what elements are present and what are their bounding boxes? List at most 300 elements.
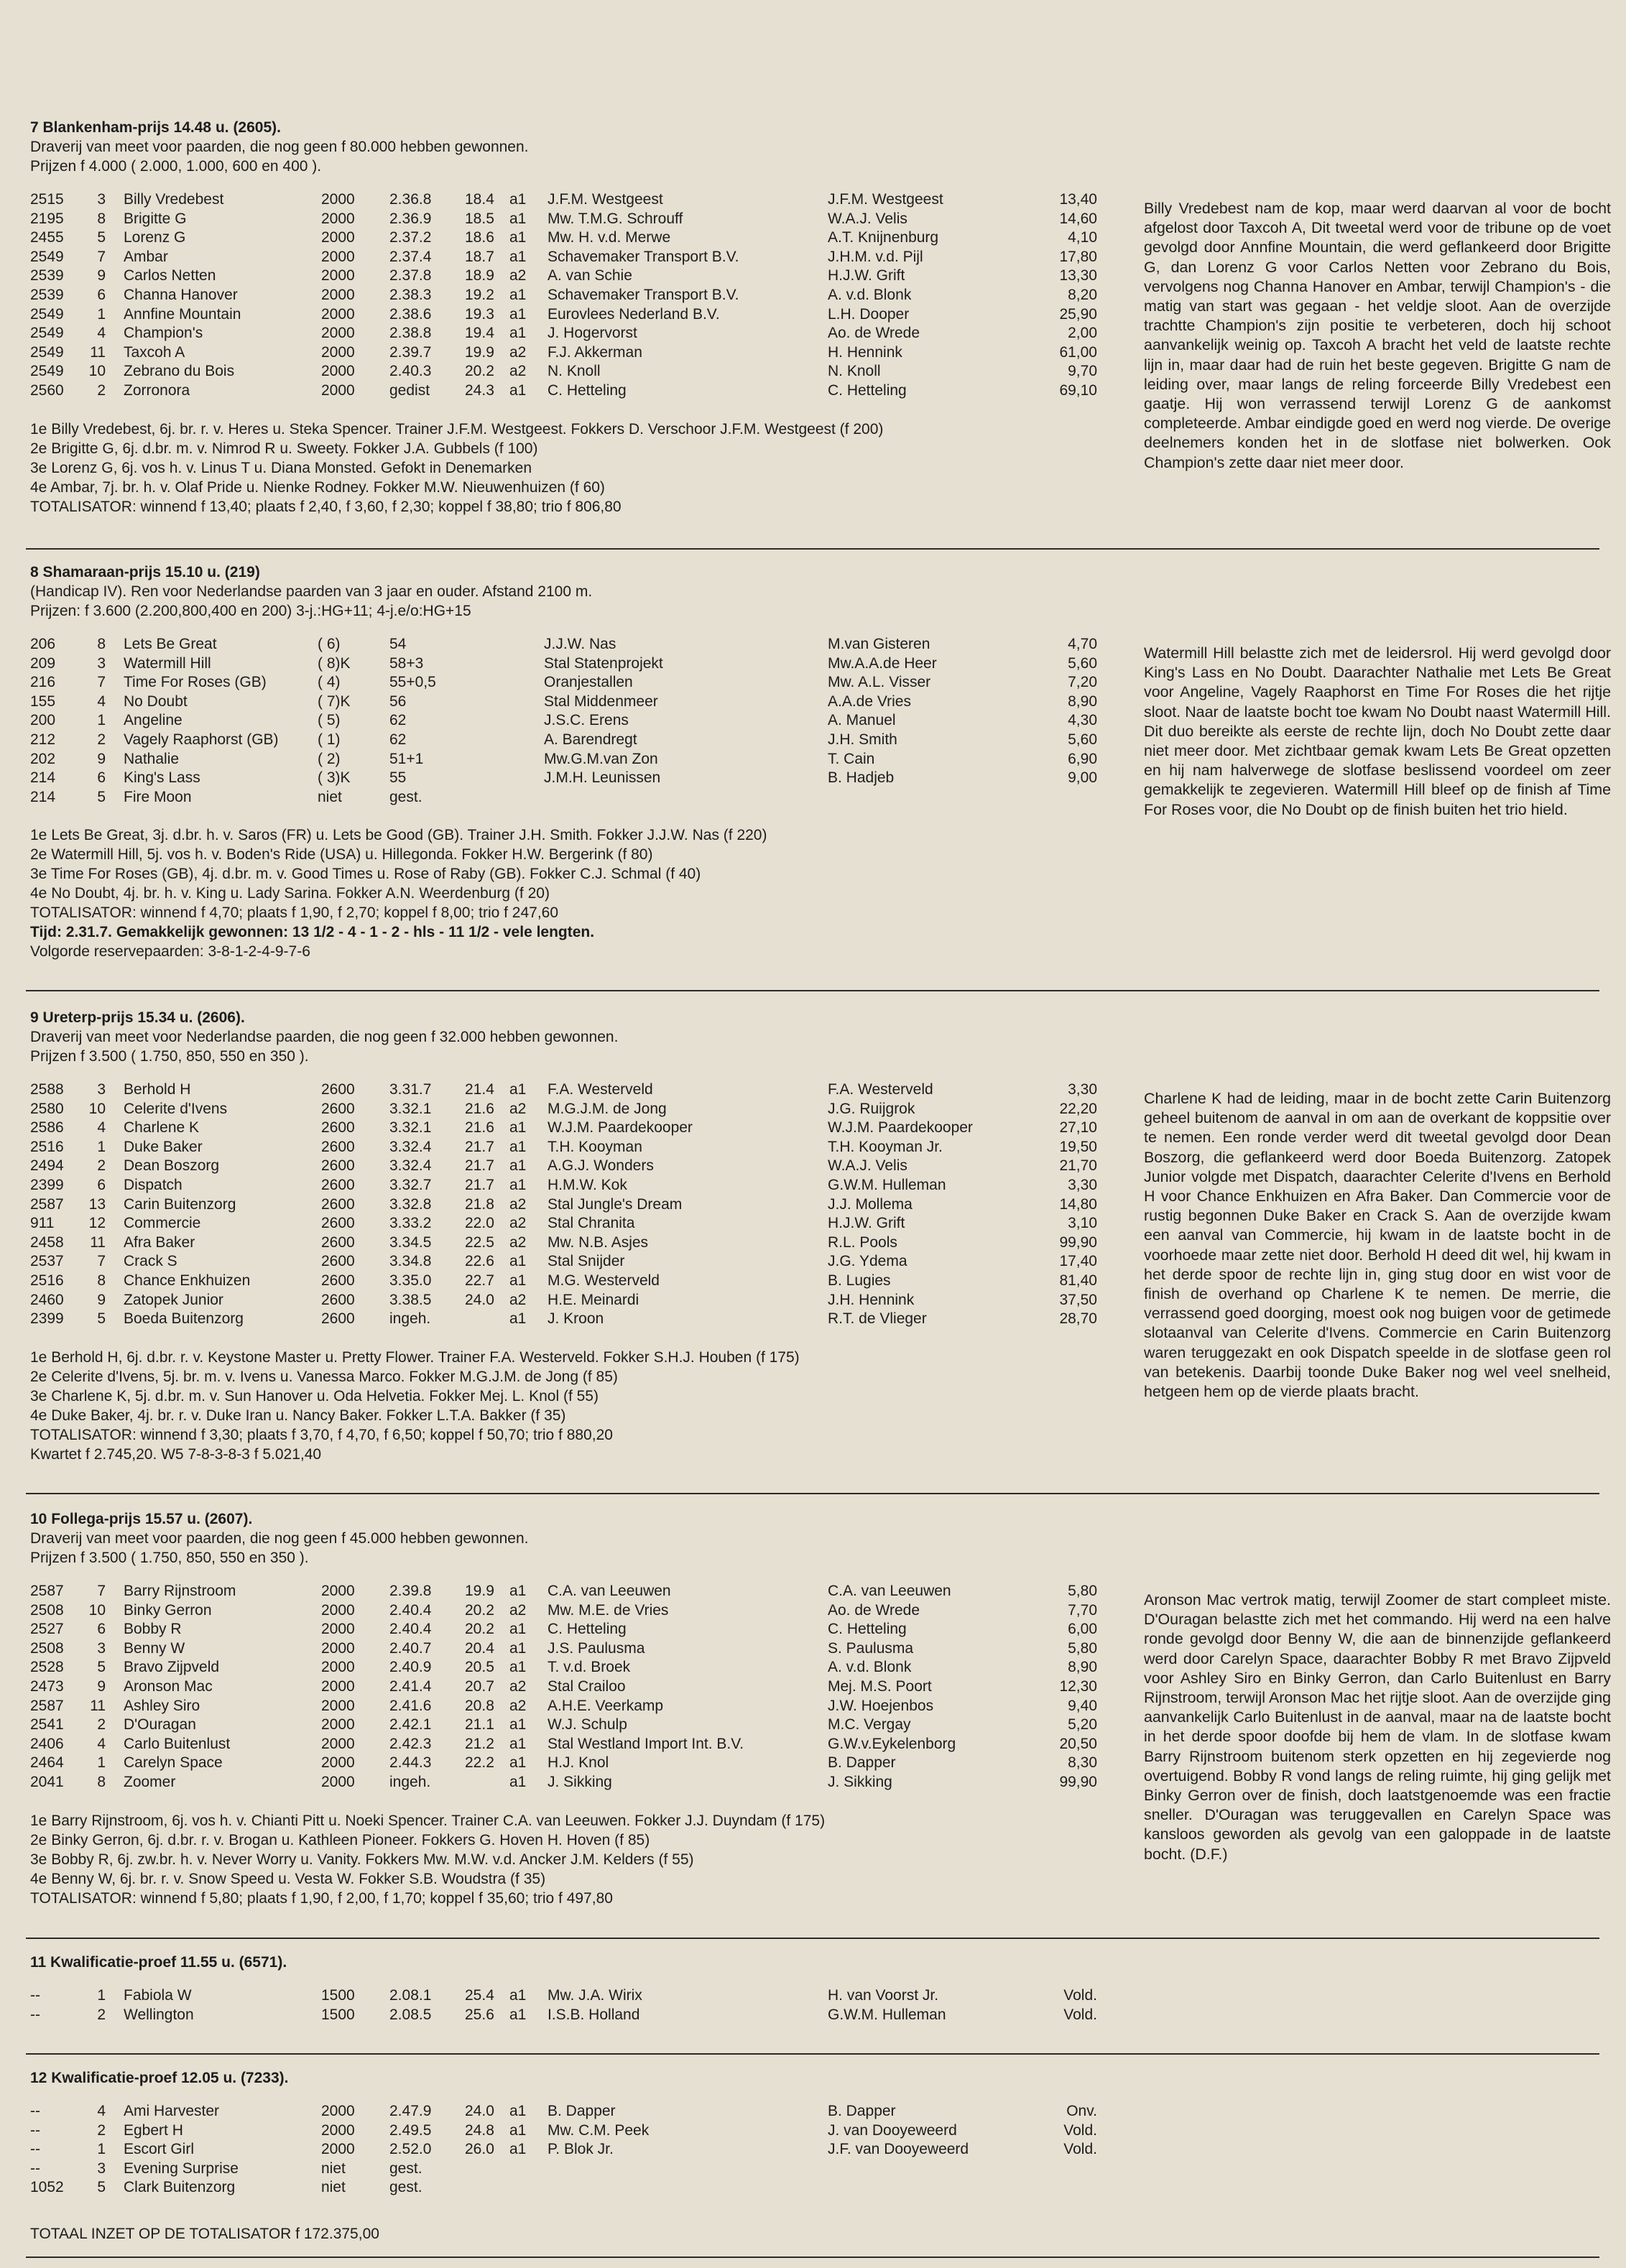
race-prizes: Prijzen: f 3.600 (2.200,800,400 en 200) 3-j.:HG+11; 4-j.e/o:HG+15 (30, 603, 471, 619)
cell-driver: L.H. Dooper (828, 305, 910, 323)
cell-driver: Ao. de Wrede (828, 1601, 920, 1619)
table-row (30, 2160, 1597, 2179)
cell-start: a1 (509, 1621, 527, 1638)
cell-dist: niet (318, 788, 342, 805)
cell-driver: G.W.M. Hulleman (828, 1176, 946, 1193)
cell-driver: N. Knoll (828, 363, 881, 380)
footer-line: TOTALISATOR: winnend f 4,70; plaats f 1,90, f 2,70; koppel f 8,00; trio f 247,60 (30, 904, 559, 922)
cell-start: a1 (509, 325, 527, 342)
cell-horse: Zoomer (124, 1773, 176, 1790)
cell-nr: 11 (90, 1697, 106, 1714)
cell-dist: 2000 (321, 1735, 355, 1752)
cell-odds: 21,70 (1059, 1157, 1097, 1175)
cell-horse: Nathalie (124, 750, 180, 767)
cell-km: 18.5 (465, 210, 494, 227)
cell-km: 24.0 (465, 2103, 494, 2119)
cell-horse: Dispatch (124, 1176, 183, 1193)
cell-horse: Annfine Mountain (124, 305, 241, 323)
footer-line: 3e Bobby R, 6j. zw.br. h. v. Never Worry u. Vanity. Fokkers Mw. M.W. v.d. Ancker J.M. Kelders (f 55) (30, 1851, 694, 1868)
cell-time: 2.38.6 (389, 305, 432, 323)
cell-n: 2541 (30, 1716, 64, 1734)
cell-dist: ( 7)K (318, 693, 351, 710)
cell-dist: 2000 (321, 325, 355, 342)
footer-line: 1e Barry Rijnstroom, 6j. vos h. v. Chianti Pitt u. Noeki Spencer. Trainer C.A. van Leeuwen. Fokker J.J. Duyndam (f 175) (30, 1812, 826, 1829)
cell-horse: Fire Moon (124, 788, 192, 805)
cell-driver: H. Hennink (828, 343, 902, 361)
cell-dist: niet (321, 2160, 346, 2177)
cell-nr: 6 (97, 1176, 106, 1193)
cell-n: 2527 (30, 1621, 64, 1638)
cell-dist: 2000 (321, 1773, 355, 1790)
cell-odds: 5,60 (1068, 731, 1097, 748)
cell-start: a1 (509, 2006, 527, 2023)
cell-dist: 2000 (321, 191, 355, 208)
cell-start: a1 (509, 1659, 527, 1676)
cell-driver: R.L. Pools (828, 1233, 897, 1251)
cell-time: 55+0,5 (389, 674, 436, 691)
cell-nr: 4 (97, 1119, 106, 1137)
cell-owner: H.E. Meinardi (548, 1291, 639, 1308)
cell-n: 2549 (30, 248, 64, 265)
cell-time: 2.44.3 (389, 1754, 432, 1772)
cell-time: 3.32.1 (389, 1119, 432, 1137)
cell-n: 2539 (30, 286, 64, 303)
footer-line: 4e Duke Baker, 4j. br. r. v. Duke Iran u. Nancy Baker. Fokker L.T.A. Bakker (f 35) (30, 1407, 566, 1424)
cell-horse: Brigitte G (124, 210, 187, 227)
cell-odds: 22,20 (1059, 1100, 1097, 1117)
divider (26, 990, 1599, 991)
cell-time: 2.49.5 (389, 2121, 432, 2139)
cell-start: a2 (509, 1195, 527, 1213)
cell-n: 911 (30, 1215, 55, 1232)
cell-time: 2.40.4 (389, 1601, 432, 1619)
cell-n: 2399 (30, 1176, 64, 1193)
cell-dist: 2600 (321, 1291, 355, 1308)
cell-horse: Ami Harvester (124, 2103, 220, 2119)
cell-n: 212 (30, 731, 56, 748)
total-stake: TOTAAL INZET OP DE TOTALISATOR f 172.375,00 (30, 2226, 379, 2242)
divider (26, 2053, 1599, 2055)
cell-start: a1 (509, 2121, 527, 2139)
cell-nr: 2 (97, 1716, 106, 1734)
cell-driver: J.G. Ruijgrok (828, 1100, 915, 1117)
cell-horse: Evening Surprise (124, 2160, 239, 2177)
cell-odds: 25,90 (1059, 305, 1097, 323)
cell-owner: H.J. Knol (548, 1754, 609, 1772)
footer-line: Volgorde reservepaarden: 3-8-1-2-4-9-7-6 (30, 943, 310, 961)
cell-time: 2.37.2 (389, 229, 432, 246)
cell-nr: 8 (97, 1773, 106, 1790)
cell-odds: 99,90 (1059, 1233, 1097, 1251)
cell-horse: Champion's (124, 325, 203, 342)
cell-nr: 5 (97, 1310, 106, 1328)
race-11 (30, 1953, 1597, 2024)
cell-n: 2041 (30, 1773, 64, 1790)
cell-nr: 2 (97, 381, 106, 399)
cell-owner: N. Knoll (548, 363, 601, 380)
cell-driver: H. van Voorst Jr. (828, 1987, 939, 2004)
totalisator-total (30, 2224, 1597, 2244)
cell-nr: 3 (97, 1081, 106, 1098)
cell-odds: 2,00 (1068, 325, 1097, 342)
cell-start: a2 (509, 1233, 527, 1251)
cell-km: 22.7 (465, 1272, 494, 1289)
cell-dist: 1500 (321, 2006, 355, 2023)
cell-start: a1 (509, 1987, 527, 2004)
cell-dist: 2000 (321, 1754, 355, 1772)
race-title: 8 Shamaraan-prijs 15.10 u. (219) (30, 564, 260, 580)
cell-start: a1 (509, 1157, 527, 1175)
cell-n: 2508 (30, 1601, 64, 1619)
cell-km: 24.3 (465, 381, 494, 399)
cell-driver: C. Hetteling (828, 1621, 907, 1638)
cell-n: 2587 (30, 1195, 64, 1213)
cell-dist: 2000 (321, 210, 355, 227)
cell-dist: 2600 (321, 1100, 355, 1117)
cell-start: a2 (509, 1215, 527, 1232)
cell-dist: 2600 (321, 1081, 355, 1098)
cell-start: a1 (509, 191, 527, 208)
cell-driver: R.T. de Vlieger (828, 1310, 927, 1328)
cell-dist: ( 6) (318, 636, 341, 652)
cell-driver: J.F.M. Westgeest (828, 191, 943, 208)
cell-owner: C. Hetteling (548, 1621, 627, 1638)
cell-time: 2.47.9 (389, 2103, 432, 2119)
cell-km: 20.8 (465, 1697, 494, 1714)
cell-dist: 2600 (321, 1215, 355, 1232)
cell-start: a1 (509, 2103, 527, 2119)
cell-dist: niet (321, 2179, 346, 2196)
cell-km: 24.0 (465, 1291, 494, 1308)
cell-n: -- (30, 2103, 40, 2119)
cell-horse: Fabiola W (124, 1987, 192, 2004)
cell-horse: Barry Rijnstroom (124, 1583, 236, 1599)
cell-n: -- (30, 2141, 40, 2158)
cell-owner: Eurovlees Nederland B.V. (548, 305, 720, 323)
cell-n: 2549 (30, 325, 64, 342)
cell-n: 2473 (30, 1677, 64, 1695)
cell-nr: 13 (88, 1195, 106, 1213)
cell-n: 2515 (30, 191, 64, 208)
cell-odds: 99,90 (1059, 1773, 1097, 1790)
cell-owner: Stal Chranita (548, 1215, 635, 1232)
cell-n: -- (30, 2121, 40, 2139)
cell-driver: W.J.M. Paardekooper (828, 1119, 973, 1137)
cell-owner: W.J.M. Paardekooper (548, 1119, 693, 1137)
cell-nr: 8 (97, 1272, 106, 1289)
cell-time: gest. (389, 2160, 422, 2177)
cell-nr: 2 (97, 731, 106, 748)
cell-time: 3.32.4 (389, 1138, 432, 1155)
cell-dist: 2600 (321, 1176, 355, 1193)
cell-horse: Watermill Hill (124, 654, 211, 672)
cell-time: 3.38.5 (389, 1291, 432, 1308)
cell-start: a1 (509, 1754, 527, 1772)
table-row (30, 2121, 1597, 2141)
cell-owner: Stal Snijder (548, 1253, 625, 1270)
cell-dist: 2000 (321, 1659, 355, 1676)
cell-odds: 9,40 (1068, 1697, 1097, 1714)
cell-dist: 2000 (321, 1716, 355, 1734)
cell-odds: 17,80 (1059, 248, 1097, 265)
cell-odds: 4,30 (1068, 712, 1097, 729)
race-prizes: Prijzen f 4.000 ( 2.000, 1.000, 600 en 400 ). (30, 158, 322, 175)
cell-driver: G.W.v.Eykelenborg (828, 1735, 956, 1752)
cell-start: a1 (509, 1773, 527, 1790)
cell-km: 18.6 (465, 229, 494, 246)
table-row (30, 2140, 1597, 2160)
cell-start: a2 (509, 363, 527, 380)
footer-line: TOTALISATOR: winnend f 3,30; plaats f 3,70, f 4,70, f 6,50; koppel f 50,70; trio f 880,20 (30, 1426, 613, 1443)
cell-nr: 9 (97, 750, 106, 767)
cell-nr: 5 (97, 788, 106, 805)
cell-odds: Vold. (1063, 2141, 1097, 2158)
cell-n: 214 (30, 769, 56, 787)
race-10 (30, 1509, 1611, 1908)
cell-horse: Berhold H (124, 1081, 191, 1098)
cell-nr: 3 (97, 654, 106, 672)
cell-owner: A.H.E. Veerkamp (548, 1697, 664, 1714)
cell-driver: B. Dapper (828, 2103, 896, 2119)
cell-odds: 7,70 (1068, 1601, 1097, 1619)
cell-nr: 9 (97, 267, 106, 284)
cell-time: 54 (389, 636, 407, 652)
race-commentary: Aronson Mac vertrok matig, terwijl Zoomer de start compleet miste. D'Ouragan belastte zich met het commando. Hij werd na een halve ronde gevolgd door Benny W, die aan de binnenzijde geflankeerd werd door Carelyn Space, daarachter Bobby R met Bravo Zijpveld voor Ashley Siro en Binky Gerron, dan Carlo Buitenlust en Barry Rijnstroom, terwijl Aronson Mac het rijtje sloot. Aan de overzijde ging aanvankelijk Carlo Buitenlust in de aanval, maar na de laatste bocht in het derde spoor doofde bij hem de vlam. In de slotfase kwam Barry Rijnstroom buitenom sterk opzetten en hij zegevierde nog overtuigend. Bobby R vond langs de reling ruimte, hij ging gelijk met Binky Gerron over de finish, doch laatstgenoemde was een fractie sneller. D'Ouragan was teruggevallen en Carelyn Space was kansloos geworden als gevolg van een galoppade in de laatste bocht. (D.F.) (1144, 1591, 1611, 1863)
cell-time: 2.52.0 (389, 2141, 432, 2158)
cell-driver: A. v.d. Blonk (828, 1659, 912, 1676)
cell-owner: C.A. van Leeuwen (548, 1583, 671, 1599)
cell-dist: 2000 (321, 305, 355, 323)
cell-nr: 3 (97, 191, 106, 208)
cell-start: a1 (509, 210, 527, 227)
cell-owner: J.M.H. Leunissen (544, 769, 661, 787)
cell-driver: C.A. van Leeuwen (828, 1583, 951, 1599)
cell-time: 2.39.8 (389, 1583, 432, 1599)
race-8 (30, 563, 1611, 961)
footer-line: TOTALISATOR: winnend f 13,40; plaats f 2,40, f 3,60, f 2,30; koppel f 38,80; trio f 806,80 (30, 498, 622, 515)
cell-horse: Charlene K (124, 1119, 200, 1137)
cell-owner: Schavemaker Transport B.V. (548, 248, 739, 265)
cell-driver: H.J.W. Grift (828, 267, 905, 284)
cell-horse: D'Ouragan (124, 1716, 196, 1734)
cell-n: 200 (30, 712, 56, 729)
cell-km: 21.8 (465, 1195, 494, 1213)
footer-line: 3e Charlene K, 5j. d.br. m. v. Sun Hanover u. Oda Helvetia. Fokker Mej. L. Knol (f 55) (30, 1387, 599, 1404)
cell-nr: 7 (97, 1253, 106, 1270)
cell-start: a1 (509, 286, 527, 303)
cell-dist: 2000 (321, 248, 355, 265)
cell-dist: ( 2) (318, 750, 341, 767)
cell-km: 24.8 (465, 2121, 494, 2139)
cell-driver: B. Dapper (828, 1754, 896, 1772)
cell-time: 3.32.4 (389, 1157, 432, 1175)
cell-km: 21.1 (465, 1716, 494, 1734)
cell-n: 2586 (30, 1119, 64, 1137)
footer-line: 2e Brigitte G, 6j. d.br. m. v. Nimrod R u. Sweety. Fokker J.A. Gubbels (f 100) (30, 440, 538, 457)
cell-start: a1 (509, 1735, 527, 1752)
cell-owner: J. Sikking (548, 1773, 612, 1790)
cell-horse: Chance Enkhuizen (124, 1272, 251, 1289)
cell-time: 58+3 (389, 654, 424, 672)
cell-start: a1 (509, 381, 527, 399)
cell-n: 2508 (30, 1639, 64, 1657)
cell-odds: 3,30 (1068, 1081, 1097, 1098)
cell-start: a2 (509, 267, 527, 284)
cell-owner: Mw. M.E. de Vries (548, 1601, 669, 1619)
cell-nr: 6 (97, 1621, 106, 1638)
cell-time: 2.42.3 (389, 1735, 432, 1752)
cell-horse: Billy Vredebest (124, 191, 224, 208)
cell-horse: Egbert H (124, 2121, 183, 2139)
cell-time: ingeh. (389, 1773, 431, 1790)
cell-driver: Mw.A.A.de Heer (828, 654, 937, 672)
cell-n: 206 (30, 636, 56, 652)
cell-n: -- (30, 1987, 40, 2004)
cell-nr: 8 (97, 636, 106, 652)
cell-start: a2 (509, 343, 527, 361)
cell-driver: J.F. van Dooyeweerd (828, 2141, 969, 2158)
cell-owner: Mw. H. v.d. Merwe (548, 229, 671, 246)
cell-driver: C. Hetteling (828, 381, 907, 399)
cell-km: 20.2 (465, 1601, 494, 1619)
cell-nr: 1 (97, 712, 106, 729)
cell-time: 56 (389, 693, 407, 710)
cell-n: 2580 (30, 1100, 64, 1117)
cell-n: 2528 (30, 1659, 64, 1676)
table-row (30, 2102, 1597, 2121)
cell-time: 2.38.3 (389, 286, 432, 303)
cell-odds: 5,60 (1068, 654, 1097, 672)
cell-odds: 81,40 (1059, 1272, 1097, 1289)
cell-km: 18.9 (465, 267, 494, 284)
cell-odds: 37,50 (1059, 1291, 1097, 1308)
footer-line: 4e Ambar, 7j. br. h. v. Olaf Pride u. Nienke Rodney. Fokker M.W. Nieuwenhuizen (f 60) (30, 478, 605, 496)
cell-driver: J.G. Ydema (828, 1253, 907, 1270)
cell-time: 2.39.7 (389, 343, 432, 361)
cell-owner: P. Blok Jr. (548, 2141, 614, 2158)
cell-n: 2516 (30, 1272, 64, 1289)
cell-dist: ( 3)K (318, 769, 351, 787)
race-commentary: Charlene K had de leiding, maar in de bocht zette Carin Buitenzorg geheel buitenom de aanval in om aan de overkant de koppsitie over te nemen. Een ronde verder werd dit tweetal gevolgd door Dean Boszorg, die geflankeerd werd door Boeda Buitenzorg. Zatopek Junior volgde met Dispatch, daarachter Celerite d'Ivens en Berhold H voor Chance Enkhuizen en Afra Baker. Dan Commercie voor de rustig begonnen Duke Baker en Crack S. Aan de overzijde kwam een aanval van Commercie, hij kwam in de laatste bocht in de voorhoede maar zette niet door. Berhold H deed dit wel, hij kwam in het derde spoor de rechte lijn in, ging stug door en wist voor de finish de overhand op Charlene K te nemen. De merrie, die verrassend goed doorging, moest ook nog buigen voor de getimede slotaanval van Celerite d'Ivens. Commercie en Carin Buitenzorg waren teruggezakt en ook Dispatch speelde in de slotfase geen rol van betekenis. Daarbij toonde Duke Baker nog wel veel snelheid, hetgeen hem op de vierde plaats bracht. (1144, 1090, 1611, 1401)
cell-km: 19.3 (465, 305, 494, 323)
cell-odds: 14,60 (1059, 210, 1097, 227)
cell-start: a1 (509, 305, 527, 323)
cell-dist: 2000 (321, 1583, 355, 1599)
cell-driver: T.H. Kooyman Jr. (828, 1138, 943, 1155)
cell-n: 2549 (30, 305, 64, 323)
cell-time: 2.40.4 (389, 1621, 432, 1638)
cell-start: a2 (509, 1697, 527, 1714)
cell-odds: 19,50 (1059, 1138, 1097, 1155)
cell-time: 2.37.4 (389, 248, 432, 265)
cell-owner: Mw. J.A. Wirix (548, 1987, 642, 2004)
cell-time: 2.36.9 (389, 210, 432, 227)
cell-horse: Vagely Raaphorst (GB) (124, 731, 279, 748)
divider (26, 1493, 1599, 1494)
cell-owner: J.S. Paulusma (548, 1639, 645, 1657)
cell-nr: 12 (88, 1215, 106, 1232)
cell-driver: S. Paulusma (828, 1639, 914, 1657)
cell-horse: Carlos Netten (124, 267, 216, 284)
cell-owner: A.G.J. Wonders (548, 1157, 654, 1175)
cell-driver: F.A. Westerveld (828, 1081, 933, 1098)
cell-time: 2.41.6 (389, 1697, 432, 1714)
cell-time: 3.32.8 (389, 1195, 432, 1213)
footer-line: 1e Berhold H, 6j. d.br. r. v. Keystone Master u. Pretty Flower. Trainer F.A. Westerveld. Fokker S.H.J. Houben (f 175) (30, 1348, 800, 1366)
cell-n: -- (30, 2006, 40, 2023)
cell-odds: Vold. (1063, 2006, 1097, 2023)
cell-km: 25.6 (465, 2006, 494, 2023)
cell-odds: 9,70 (1068, 363, 1097, 380)
race-title: 7 Blankenham-prijs 14.48 u. (2605). (30, 119, 281, 136)
cell-dist: 2000 (321, 2103, 355, 2119)
race-7 (30, 118, 1611, 517)
cell-start: a1 (509, 1253, 527, 1270)
cell-nr: 3 (97, 1639, 106, 1657)
cell-owner: Schavemaker Transport B.V. (548, 286, 739, 303)
cell-km: 22.5 (465, 1233, 494, 1251)
cell-start: a1 (509, 1639, 527, 1657)
cell-km: 20.7 (465, 1677, 494, 1695)
cell-owner: Mw.G.M.van Zon (544, 750, 658, 767)
cell-owner: Mw. T.M.G. Schrouff (548, 210, 683, 227)
cell-horse: Bobby R (124, 1621, 182, 1638)
table-row (30, 1986, 1597, 2006)
cell-start: a1 (509, 248, 527, 265)
cell-horse: Lorenz G (124, 229, 186, 246)
cell-nr: 10 (88, 1100, 106, 1117)
cell-owner: I.S.B. Holland (548, 2006, 640, 2023)
cell-horse: Zorronora (124, 381, 190, 399)
cell-n: 2587 (30, 1583, 64, 1599)
cell-driver: T. Cain (828, 750, 875, 767)
cell-driver: B. Hadjeb (828, 769, 895, 787)
cell-km: 21.2 (465, 1735, 494, 1752)
cell-n: -- (30, 2160, 40, 2177)
cell-start: a1 (509, 1081, 527, 1098)
race-prizes: Prijzen f 3.500 ( 1.750, 850, 550 en 350 ). (30, 1048, 309, 1065)
cell-nr: 11 (90, 343, 106, 361)
cell-owner: Mw. C.M. Peek (548, 2121, 650, 2139)
cell-horse: Escort Girl (124, 2141, 195, 2158)
cell-odds: 20,50 (1059, 1735, 1097, 1752)
cell-time: ingeh. (389, 1310, 431, 1328)
cell-time: 2.40.7 (389, 1639, 432, 1657)
cell-horse: Benny W (124, 1639, 185, 1657)
race-conditions: Draverij van meet voor paarden, die nog geen f 80.000 hebben gewonnen. (30, 139, 529, 155)
cell-time: 2.37.8 (389, 267, 432, 284)
cell-nr: 4 (97, 325, 106, 342)
cell-owner: F.J. Akkerman (548, 343, 642, 361)
cell-km: 21.6 (465, 1119, 494, 1137)
cell-owner: M.G. Westerveld (548, 1272, 660, 1289)
cell-horse: Afra Baker (124, 1233, 195, 1251)
cell-n: 2458 (30, 1233, 64, 1251)
cell-n: 214 (30, 788, 56, 805)
cell-horse: Zebrano du Bois (124, 363, 235, 380)
cell-time: 51+1 (389, 750, 424, 767)
cell-dist: 2600 (321, 1310, 355, 1328)
cell-nr: 9 (97, 1677, 106, 1695)
race-title: 11 Kwalificatie-proef 11.55 u. (6571). (30, 1954, 287, 1971)
cell-horse: Ashley Siro (124, 1697, 200, 1714)
cell-odds: Vold. (1063, 2121, 1097, 2139)
cell-owner: Stal Statenprojekt (544, 654, 663, 672)
cell-km: 21.7 (465, 1138, 494, 1155)
race-conditions: Draverij van meet voor Nederlandse paarden, die nog geen f 32.000 hebben gewonnen. (30, 1029, 619, 1045)
cell-dist: 2000 (321, 2121, 355, 2139)
cell-owner: Stal Middenmeer (544, 693, 658, 710)
